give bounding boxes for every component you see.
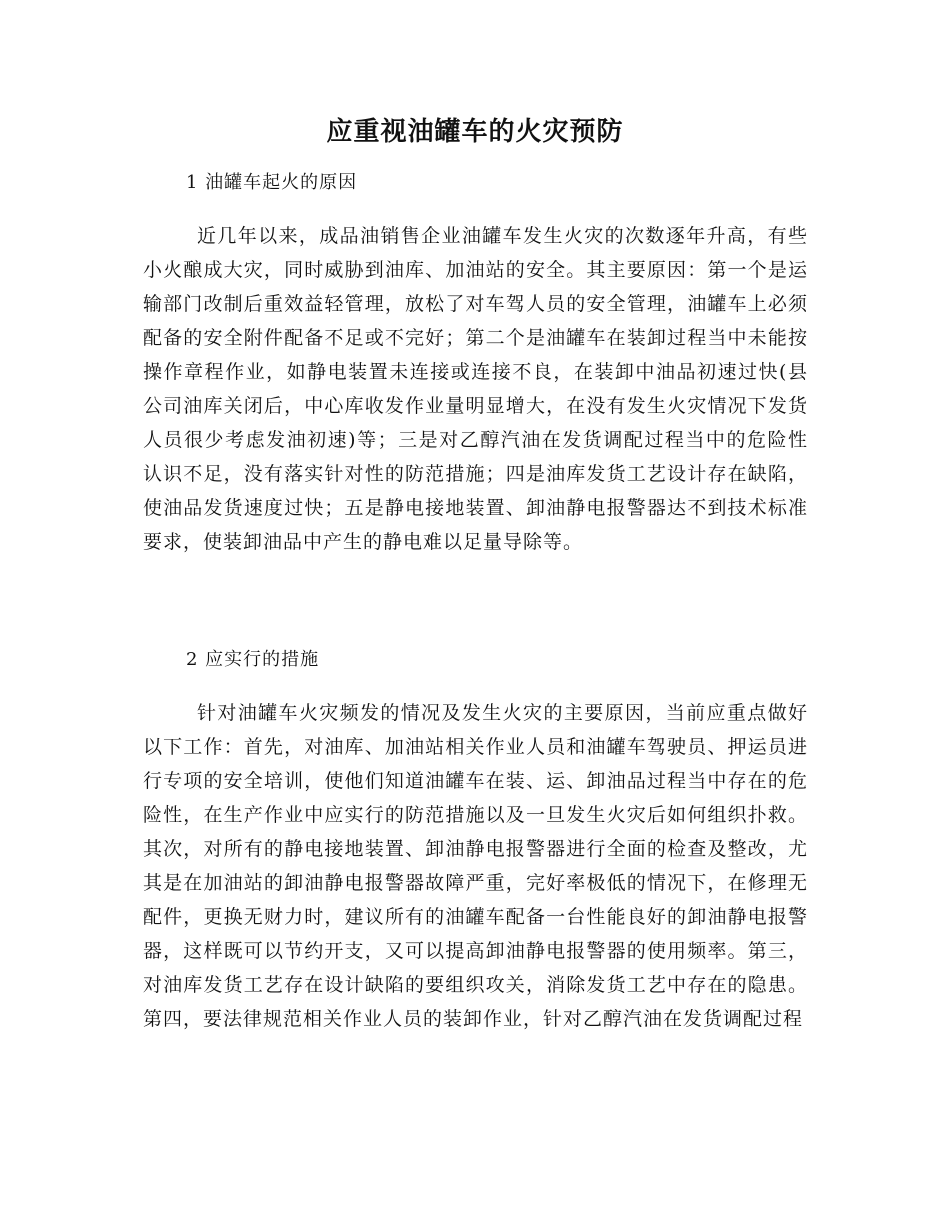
section-heading-causes: 1 油罐车起火的原因 bbox=[186, 172, 358, 193]
document-title: 应重视油罐车的火灾预防 bbox=[326, 117, 624, 147]
section-paragraph-causes: 近几年以来，成品油销售企业油罐车发生火灾的次数逐年升高，有些小火酿成大灾，同时威胁到油库、加油站的安全。其主要原因：第一个是运输部门改制后重效益轻管理，放松了对车驾人员的安全管理，油罐车上必须配备的安全附件配备不足或不完好；第二个是油罐车在装卸过程当中未能按操作章程作业，如静电装置未连接或连接不良，在装卸中油品初速过快(县公司油库关闭后，中心库收发作业量明显增大，在没有发生火灾情况下发货人员很少考虑发油初速)等；三是对乙醇汽油在发货调配过程当中的危险性认识不足，没有落实针对性的防范措施；四是油库发货工艺设计存在缺陷，使油品发货速度过快；五是静电接地装置、卸油静电报警器达不到技术标准要求，使装卸油品中产生的静电难以足量导除等。 bbox=[143, 225, 808, 553]
section-heading-measures: 2 应实行的措施 bbox=[186, 649, 320, 670]
section-paragraph-measures: 针对油罐车火灾频发的情况及发生火灾的主要原因，当前应重点做好以下工作：首先，对油库、加油站相关作业人员和油罐车驾驶员、押运员进行专项的安全培训，使他们知道油罐车在装、运、卸油品过程当中存在的危险性，在生产作业中应实行的防范措施以及一旦发生火灾后如何组织扑救。其次，对所有的静电接地装置、卸油静电报警器进行全面的检查及整改，尤其是在加油站的卸油静电报警器故障严重，完好率极低的情况下，在修理无配件，更换无财力时，建议所有的油罐车配备一台性能良好的卸油静电报警器，这样既可以节约开支，又可以提高卸油静电报警器的使用频率。第三，对油库发货工艺存在设计缺陷的要组织攻关，消除发货工艺中存在的隐患。第四，要法律规范相关作业人员的装卸作业，针对乙醇汽油在发货调配过程 bbox=[143, 702, 808, 1030]
